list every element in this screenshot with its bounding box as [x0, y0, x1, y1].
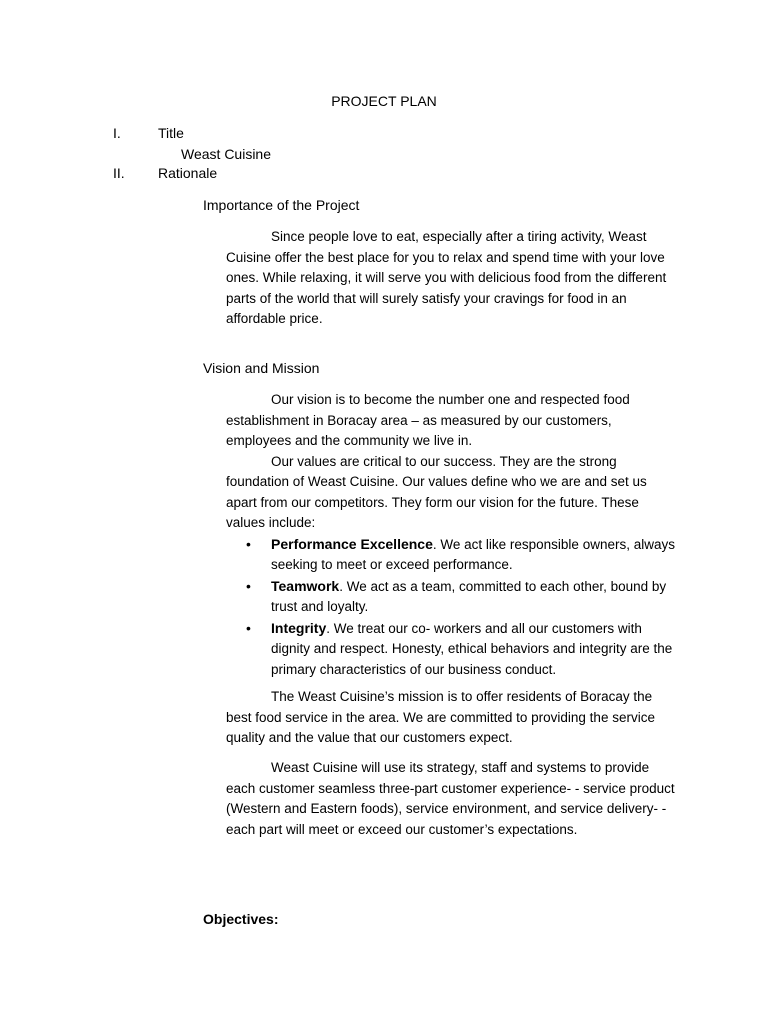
values-list: [226, 534, 680, 681]
outline-label-title: Title: [158, 125, 184, 141]
importance-paragraph: Since people love to eat, especially after a tiring activity, Weast Cuisine offer the best place for you to relax and spend time with your love ones. While relaxing, it will serve you with delicious food from the different parts of the world that will surely satisfy your cravings for food in an affordable price.: [226, 229, 667, 326]
value-description: . We act like responsible owners, always seeking to meet or exceed performance.: [271, 536, 675, 572]
bullet-icon: •: [246, 535, 251, 552]
project-name: Weast Cuisine: [181, 146, 272, 162]
strategy-section: [226, 758, 680, 840]
outline-number-2: II.: [113, 165, 125, 181]
objectives-heading: Objectives:: [203, 911, 279, 927]
importance-section: [226, 227, 680, 330]
value-term: Integrity: [271, 619, 327, 636]
vision-paragraph: Our vision is to become the number one and respected food establishment in Boracay area – as measured by our customers, employees and the community we live in.: [226, 392, 630, 448]
bullet-icon: •: [246, 619, 251, 636]
strategy-paragraph: Weast Cuisine will use its strategy, staff and systems to provide each customer seamless three-part customer experience- - service product (Western and Eastern foods), service environment, and service delivery- - each part will meet or exceed our customer’s expectations.: [226, 760, 675, 837]
outline-number-1: I.: [113, 125, 121, 141]
value-description: . We act as a team, committed to each other, bound by trust and loyalty.: [271, 578, 667, 614]
value-term: Performance Excellence: [271, 535, 433, 552]
value-term: Teamwork: [271, 577, 340, 594]
list-item: [226, 534, 680, 576]
importance-heading: Importance of the Project: [203, 197, 360, 213]
value-description: . We treat our co- workers and all our customers with dignity and respect. Honesty, ethical behaviors and integrity are the primary characteristics of our business conduct.: [271, 620, 673, 677]
vision-section: [226, 390, 680, 680]
mission-section: [226, 687, 680, 749]
list-item: [226, 576, 680, 618]
outline-label-rationale: Rationale: [158, 165, 218, 181]
mission-paragraph: The Weast Cuisine’s mission is to offer residents of Boracay the best food service in the area. We are committed to providing the service quality and the value that our customers expect.: [226, 689, 655, 745]
list-item: [226, 618, 680, 681]
vision-heading: Vision and Mission: [203, 360, 320, 376]
bullet-icon: •: [246, 577, 251, 594]
values-paragraph: Our values are critical to our success. They are the strong foundation of Weast Cuisine. Our values define who we are and set us apart from our competitors. They form our vision for the future. These values include:: [226, 453, 647, 530]
page-title: PROJECT PLAN: [331, 93, 437, 109]
